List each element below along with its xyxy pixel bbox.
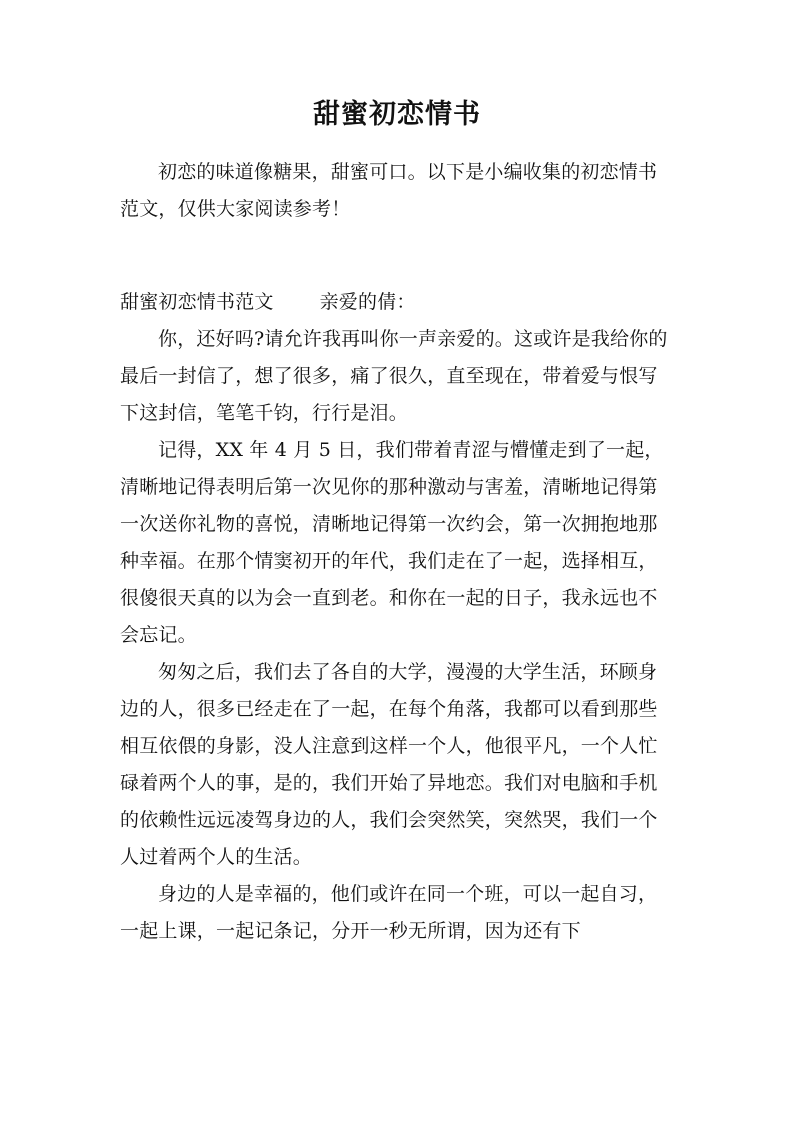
letter-paragraph-2: 记得，XX 年 4 月 5 日，我们带着青涩与懵懂走到了一起，清晰地记得表明后第一次见你的那种激动与害羞，清晰地记得第一次送你礼物的喜悦，清晰地记得第一次约会，第一次拥抱地那种幸福。在那个情窦初开的年代，我们走在了一起，选择相互，很傻很天真的以为会一直到老。和你在一起的日子，我永远也不会忘记。 [120,439,664,646]
letter-paragraph-4: 身边的人是幸福的，他们或许在同一个班，可以一起自习，一起上课，一起记条记，分开一秒无所谓，因为还有下 [120,883,658,942]
letter-paragraph-3: 匆匆之后，我们去了各自的大学，漫漫的大学生活，环顾身边的人，很多已经走在了一起，在每个角落，我都可以看到那些相互依偎的身影，没人注意到这样一个人，他很平凡，一个人忙碌着两个人的事，是的，我们开始了异地恋。我们对电脑和手机的依赖性远远凌驾身边的人，我们会突然笑，突然哭，我们一个人过着两个人的生活。 [120,661,658,868]
paragraph-spacer [120,228,676,284]
salutation: 亲爱的倩： [319,291,416,313]
section-title: 甜蜜初恋情书范文 [120,291,274,313]
intro-paragraph: 初恋的味道像糖果，甜蜜可口。以下是小编收集的初恋情书范文，仅供大家阅读参考！ [120,161,658,220]
document-title: 甜蜜初恋情书 [313,99,481,130]
letter-heading-line [120,284,676,321]
document-body [120,154,676,950]
letter-paragraph-1: 你，还好吗?请允许我再叫你一声亲爱的。这或许是我给你的最后一封信了，想了很多，痛了很久，直至现在，带着爱与恨写下这封信，笔笔千钧，行行是泪。 [120,328,668,424]
